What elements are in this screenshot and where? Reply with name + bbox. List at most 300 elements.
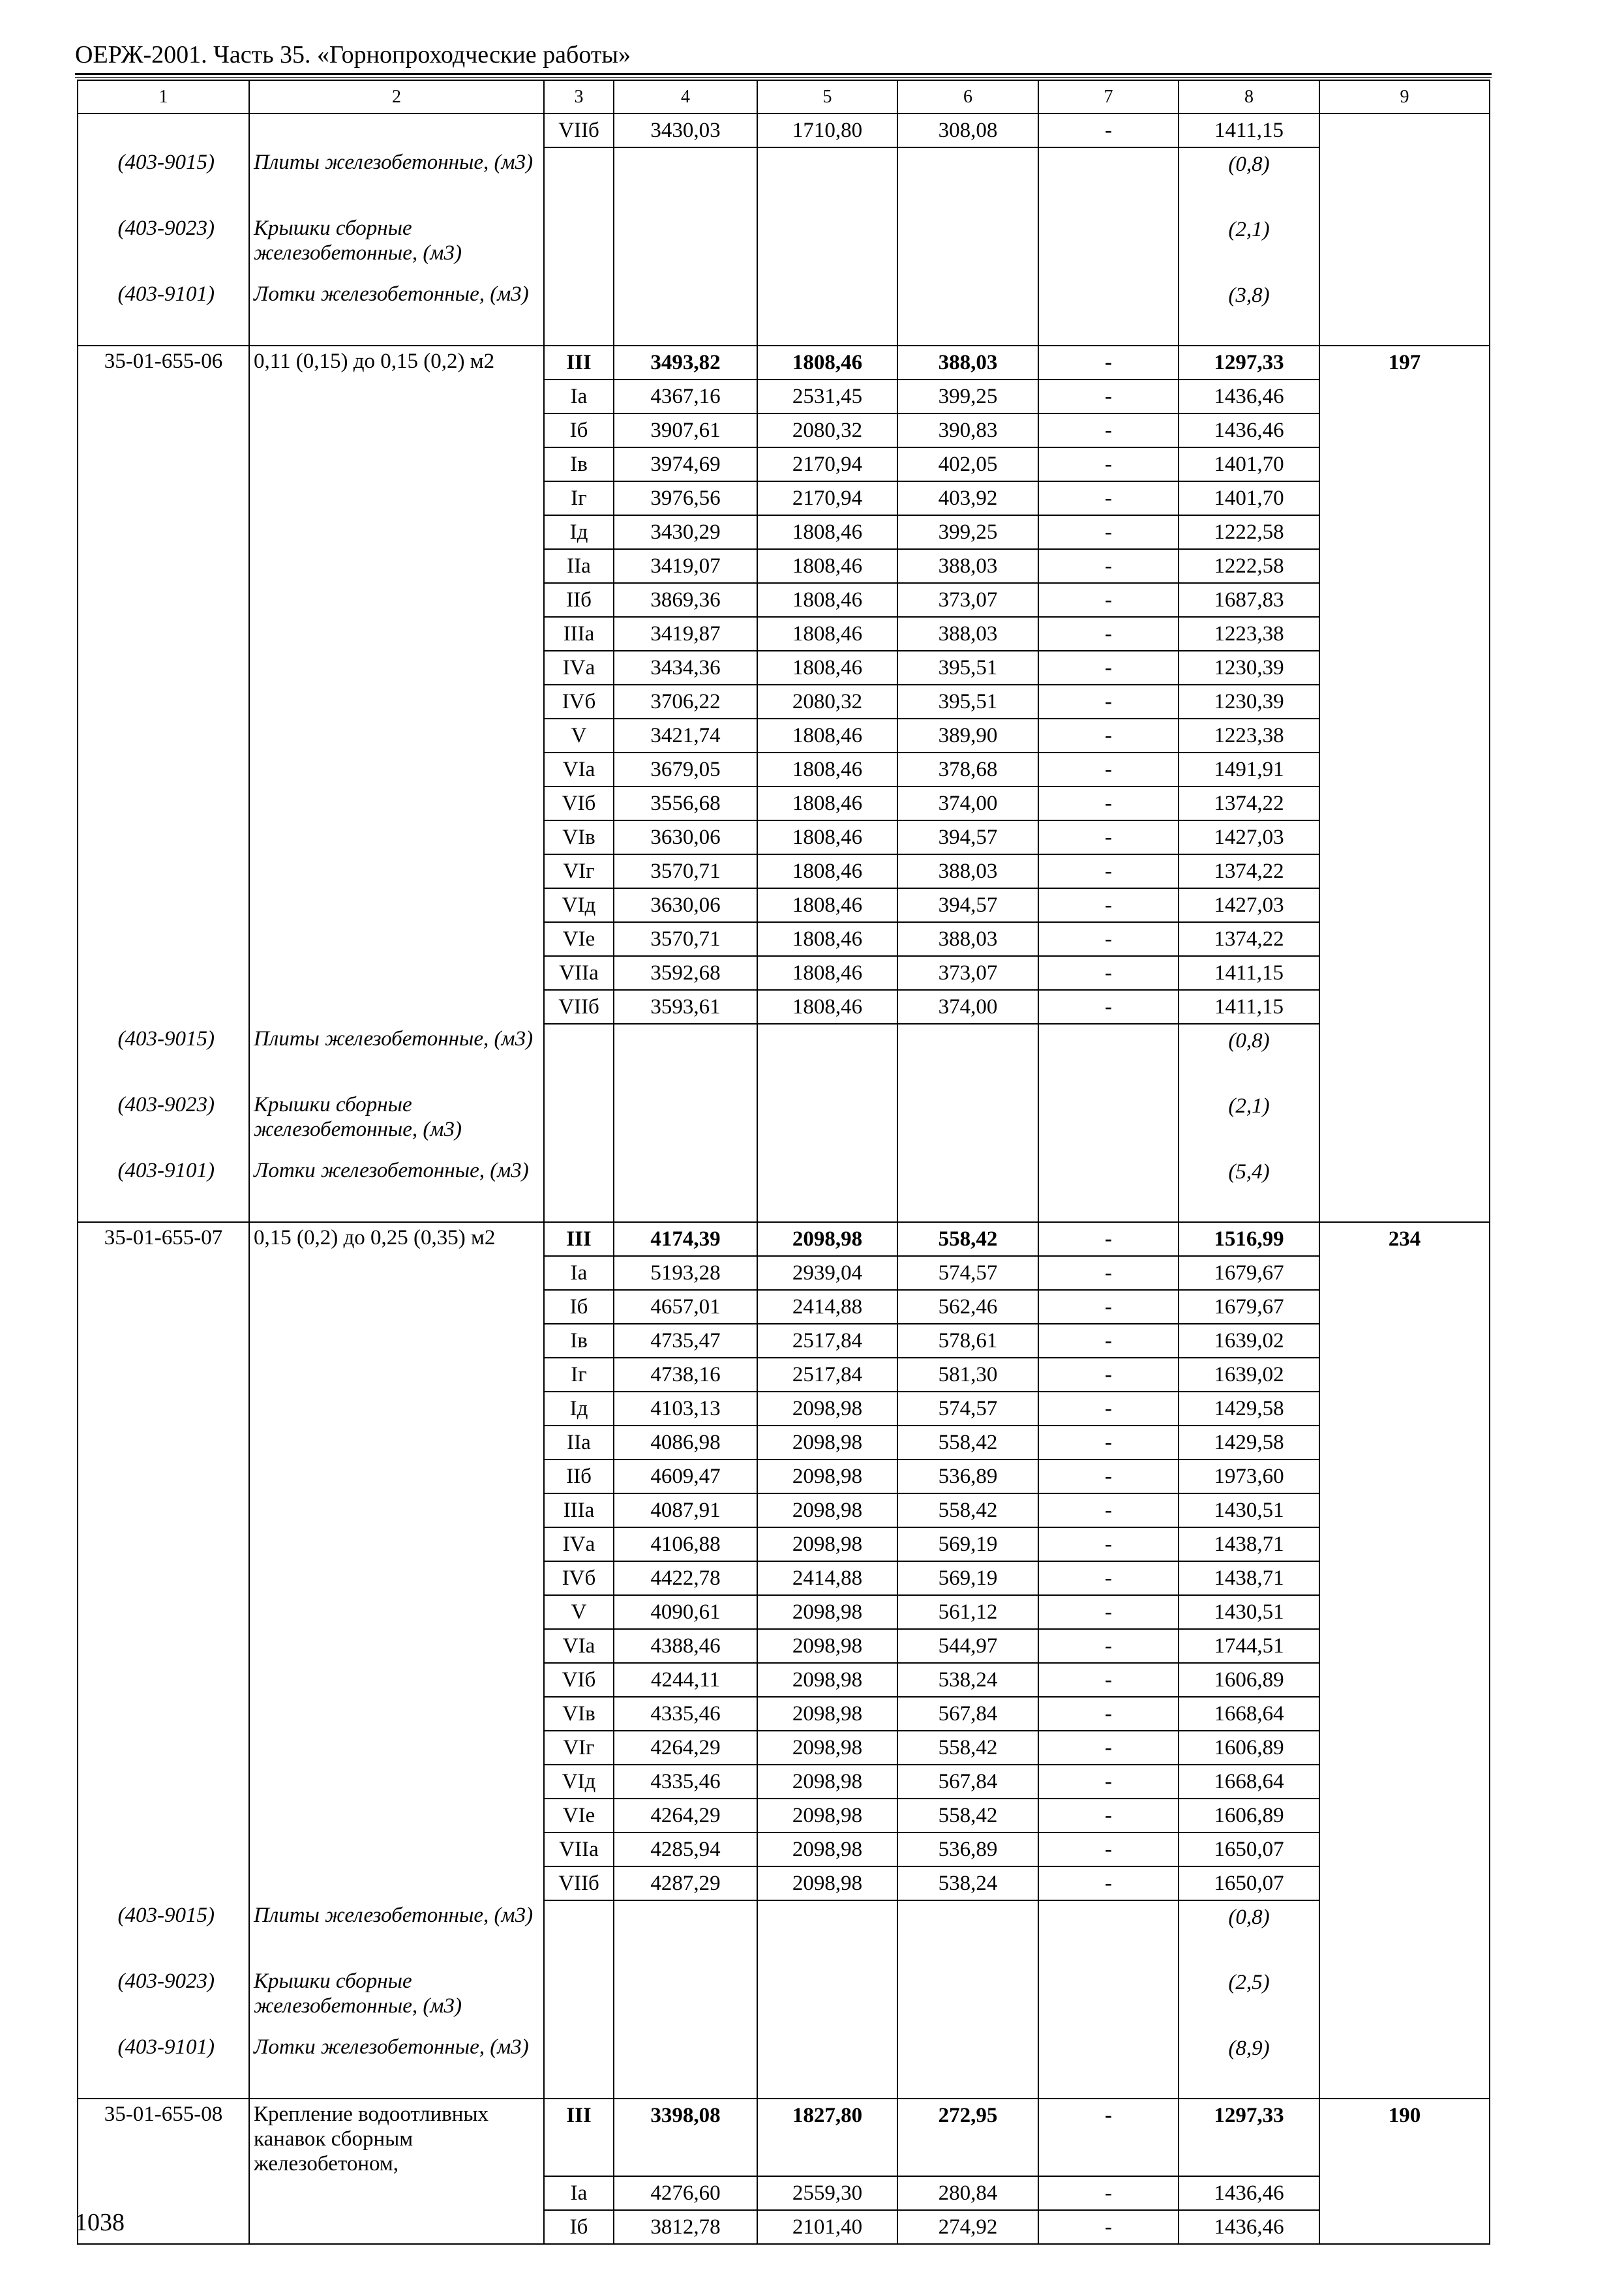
materials-cell: 1438,71 xyxy=(1179,1561,1319,1595)
zone-cell: IVа xyxy=(544,1527,614,1561)
total-cost-cell xyxy=(614,1156,757,1222)
materials-cell: 1606,89 xyxy=(1179,1731,1319,1765)
wages-cell: 1808,46 xyxy=(757,719,897,753)
code-cell xyxy=(78,1866,249,1900)
material-row xyxy=(78,1900,1490,1966)
materials-cell: (0,8) xyxy=(1179,1900,1319,1966)
machines-cell: 567,84 xyxy=(897,1765,1038,1799)
column-header: 4 xyxy=(614,80,757,113)
machines-cell xyxy=(897,147,1038,213)
machinist-wages-cell xyxy=(1038,1900,1179,1966)
description-cell xyxy=(249,413,544,447)
labor-cell: 234 xyxy=(1319,1222,1490,1256)
machines-cell: 378,68 xyxy=(897,753,1038,786)
table-row xyxy=(78,1833,1490,1866)
total-cost-cell: 4276,60 xyxy=(614,2176,757,2210)
zone-cell: III xyxy=(544,346,614,380)
materials-cell: 1491,91 xyxy=(1179,753,1319,786)
code-cell xyxy=(78,481,249,515)
description-cell xyxy=(249,820,544,854)
machines-cell: 395,51 xyxy=(897,685,1038,719)
machinist-wages-cell: - xyxy=(1038,1595,1179,1629)
description-cell xyxy=(249,515,544,549)
total-cost-cell: 4738,16 xyxy=(614,1358,757,1392)
table-row xyxy=(78,1731,1490,1765)
machines-cell: 536,89 xyxy=(897,1833,1038,1866)
machines-cell: 374,00 xyxy=(897,786,1038,820)
zone-cell: V xyxy=(544,719,614,753)
code-cell: 35-01-655-08 xyxy=(78,2099,249,2176)
zone-cell: Iд xyxy=(544,515,614,549)
machinist-wages-cell: - xyxy=(1038,719,1179,753)
wages-cell: 2559,30 xyxy=(757,2176,897,2210)
machines-cell xyxy=(897,1900,1038,1966)
wages-cell: 2098,98 xyxy=(757,1392,897,1426)
labor-cell xyxy=(1319,147,1490,213)
materials-cell: (0,8) xyxy=(1179,147,1319,213)
materials-cell: 1411,15 xyxy=(1179,113,1319,147)
zone-cell: VIг xyxy=(544,1731,614,1765)
total-cost-cell: 4103,13 xyxy=(614,1392,757,1426)
column-header: 3 xyxy=(544,80,614,113)
zone-cell: Iб xyxy=(544,2210,614,2244)
table-row xyxy=(78,113,1490,147)
zone-cell: IVб xyxy=(544,685,614,719)
description-cell xyxy=(249,1527,544,1561)
wages-cell: 2080,32 xyxy=(757,685,897,719)
table-row xyxy=(78,481,1490,515)
zone-cell: Iг xyxy=(544,481,614,515)
materials-cell: 1436,46 xyxy=(1179,380,1319,413)
labor-cell xyxy=(1319,685,1490,719)
code-cell xyxy=(78,113,249,147)
column-number-row xyxy=(78,80,1490,113)
code-cell: (403-9101) xyxy=(78,1156,249,1222)
wages-cell: 1808,46 xyxy=(757,820,897,854)
code-cell xyxy=(78,786,249,820)
wages-cell: 1808,46 xyxy=(757,583,897,617)
total-cost-cell: 4422,78 xyxy=(614,1561,757,1595)
description-cell: Лотки железобетонные, (м3) xyxy=(249,1156,544,1222)
labor-cell xyxy=(1319,1392,1490,1426)
machines-cell: 388,03 xyxy=(897,617,1038,651)
code-cell xyxy=(78,1731,249,1765)
zone-cell: VIд xyxy=(544,888,614,922)
description-cell: Лотки железобетонные, (м3) xyxy=(249,2032,544,2099)
materials-cell: 1679,67 xyxy=(1179,1290,1319,1324)
description-cell xyxy=(249,719,544,753)
description-cell xyxy=(249,922,544,956)
materials-cell: 1411,15 xyxy=(1179,956,1319,990)
machines-cell: 403,92 xyxy=(897,481,1038,515)
table-row xyxy=(78,1697,1490,1731)
total-cost-cell: 3430,29 xyxy=(614,515,757,549)
machines-cell xyxy=(897,279,1038,346)
table-row xyxy=(78,1426,1490,1459)
wages-cell: 2101,40 xyxy=(757,2210,897,2244)
code-cell xyxy=(78,1358,249,1392)
machinist-wages-cell: - xyxy=(1038,753,1179,786)
machines-cell: 558,42 xyxy=(897,1426,1038,1459)
labor-cell xyxy=(1319,990,1490,1024)
description-cell xyxy=(249,956,544,990)
zone-cell: V xyxy=(544,1595,614,1629)
table-row xyxy=(78,1561,1490,1595)
description-cell xyxy=(249,2210,544,2244)
table-row xyxy=(78,515,1490,549)
labor-cell xyxy=(1319,854,1490,888)
code-cell xyxy=(78,583,249,617)
zone-cell: IIа xyxy=(544,549,614,583)
materials-cell: 1430,51 xyxy=(1179,1595,1319,1629)
machinist-wages-cell: - xyxy=(1038,1493,1179,1527)
labor-cell xyxy=(1319,113,1490,147)
table-row xyxy=(78,1493,1490,1527)
labor-cell xyxy=(1319,786,1490,820)
table-row xyxy=(78,990,1490,1024)
labor-cell xyxy=(1319,1256,1490,1290)
material-row xyxy=(78,147,1490,213)
code-cell: 35-01-655-07 xyxy=(78,1222,249,1256)
labor-cell xyxy=(1319,413,1490,447)
wages-cell: 2098,98 xyxy=(757,1629,897,1663)
machinist-wages-cell: - xyxy=(1038,1629,1179,1663)
price-table xyxy=(77,80,1490,2245)
table-row xyxy=(78,1324,1490,1358)
labor-cell xyxy=(1319,1866,1490,1900)
material-row xyxy=(78,1966,1490,2032)
wages-cell: 2531,45 xyxy=(757,380,897,413)
wages-cell: 2517,84 xyxy=(757,1358,897,1392)
machines-cell: 561,12 xyxy=(897,1595,1038,1629)
wages-cell: 2098,98 xyxy=(757,1459,897,1493)
wages-cell: 2170,94 xyxy=(757,481,897,515)
zone-cell: Iб xyxy=(544,413,614,447)
table-row xyxy=(78,685,1490,719)
machines-cell: 388,03 xyxy=(897,922,1038,956)
total-cost-cell: 3592,68 xyxy=(614,956,757,990)
materials-cell: 1223,38 xyxy=(1179,617,1319,651)
machinist-wages-cell: - xyxy=(1038,413,1179,447)
code-cell xyxy=(78,820,249,854)
wages-cell: 2098,98 xyxy=(757,1493,897,1527)
total-cost-cell: 4335,46 xyxy=(614,1697,757,1731)
labor-cell xyxy=(1319,719,1490,753)
total-cost-cell: 3974,69 xyxy=(614,447,757,481)
labor-cell xyxy=(1319,549,1490,583)
wages-cell: 1808,46 xyxy=(757,549,897,583)
material-row xyxy=(78,2032,1490,2099)
materials-cell: 1436,46 xyxy=(1179,2210,1319,2244)
wages-cell: 2414,88 xyxy=(757,1290,897,1324)
table-row xyxy=(78,820,1490,854)
labor-cell xyxy=(1319,1629,1490,1663)
code-cell xyxy=(78,990,249,1024)
description-cell xyxy=(249,1866,544,1900)
table-row xyxy=(78,413,1490,447)
wages-cell: 1808,46 xyxy=(757,990,897,1024)
labor-cell xyxy=(1319,1900,1490,1966)
machinist-wages-cell: - xyxy=(1038,515,1179,549)
zone-cell: III xyxy=(544,1222,614,1256)
zone-cell xyxy=(544,1966,614,2032)
materials-cell: (2,1) xyxy=(1179,213,1319,279)
wages-cell: 2098,98 xyxy=(757,1697,897,1731)
machinist-wages-cell: - xyxy=(1038,2099,1179,2176)
machines-cell: 578,61 xyxy=(897,1324,1038,1358)
machinist-wages-cell: - xyxy=(1038,922,1179,956)
zone-cell: VIв xyxy=(544,1697,614,1731)
code-cell xyxy=(78,380,249,413)
table-row xyxy=(78,583,1490,617)
code-cell xyxy=(78,2176,249,2210)
zone-cell: Iг xyxy=(544,1358,614,1392)
total-cost-cell: 4086,98 xyxy=(614,1426,757,1459)
table-row xyxy=(78,854,1490,888)
wages-cell xyxy=(757,213,897,279)
total-cost-cell xyxy=(614,1900,757,1966)
machines-cell: 388,03 xyxy=(897,346,1038,380)
wages-cell xyxy=(757,147,897,213)
table-row xyxy=(78,2210,1490,2244)
materials-cell: 1401,70 xyxy=(1179,447,1319,481)
code-cell xyxy=(78,651,249,685)
labor-cell xyxy=(1319,1833,1490,1866)
description-cell xyxy=(249,854,544,888)
machines-cell: 389,90 xyxy=(897,719,1038,753)
labor-cell xyxy=(1319,1493,1490,1527)
machinist-wages-cell: - xyxy=(1038,1256,1179,1290)
total-cost-cell: 4090,61 xyxy=(614,1595,757,1629)
wages-cell: 2517,84 xyxy=(757,1324,897,1358)
machinist-wages-cell: - xyxy=(1038,1697,1179,1731)
total-cost-cell: 4244,11 xyxy=(614,1663,757,1697)
code-cell xyxy=(78,854,249,888)
machinist-wages-cell xyxy=(1038,279,1179,346)
wages-cell: 2170,94 xyxy=(757,447,897,481)
labor-cell xyxy=(1319,617,1490,651)
column-header: 1 xyxy=(78,80,249,113)
wages-cell: 2098,98 xyxy=(757,1731,897,1765)
table-row xyxy=(78,1765,1490,1799)
labor-cell xyxy=(1319,1156,1490,1222)
machinist-wages-cell: - xyxy=(1038,685,1179,719)
description-cell: 0,11 (0,15) до 0,15 (0,2) м2 xyxy=(249,346,544,380)
code-cell xyxy=(78,1833,249,1866)
machinist-wages-cell: - xyxy=(1038,651,1179,685)
zone-cell: Iв xyxy=(544,447,614,481)
wages-cell: 2098,98 xyxy=(757,1426,897,1459)
zone-cell xyxy=(544,2032,614,2099)
machines-cell: 562,46 xyxy=(897,1290,1038,1324)
table-row xyxy=(78,753,1490,786)
table-row xyxy=(78,549,1490,583)
code-cell xyxy=(78,956,249,990)
code-cell xyxy=(78,1561,249,1595)
zone-cell: Iб xyxy=(544,1290,614,1324)
labor-cell xyxy=(1319,2176,1490,2210)
zone-cell: VIIб xyxy=(544,990,614,1024)
code-cell xyxy=(78,1426,249,1459)
machines-cell xyxy=(897,1024,1038,1090)
code-cell: (403-9015) xyxy=(78,1024,249,1090)
description-cell xyxy=(249,617,544,651)
wages-cell: 2414,88 xyxy=(757,1561,897,1595)
materials-cell: 1668,64 xyxy=(1179,1697,1319,1731)
materials-cell: 1429,58 xyxy=(1179,1392,1319,1426)
materials-cell: 1639,02 xyxy=(1179,1358,1319,1392)
code-cell xyxy=(78,1799,249,1833)
wages-cell: 2098,98 xyxy=(757,1833,897,1866)
total-cost-cell: 3869,36 xyxy=(614,583,757,617)
materials-cell: 1427,03 xyxy=(1179,888,1319,922)
zone-cell: III xyxy=(544,2099,614,2176)
machinist-wages-cell: - xyxy=(1038,1866,1179,1900)
materials-cell: 1222,58 xyxy=(1179,515,1319,549)
materials-cell: 1297,33 xyxy=(1179,2099,1319,2176)
column-header: 2 xyxy=(249,80,544,113)
machines-cell: 373,07 xyxy=(897,583,1038,617)
total-cost-cell: 4287,29 xyxy=(614,1866,757,1900)
column-header: 9 xyxy=(1319,80,1490,113)
machinist-wages-cell xyxy=(1038,213,1179,279)
total-cost-cell: 4174,39 xyxy=(614,1222,757,1256)
zone-cell: IIб xyxy=(544,1459,614,1493)
wages-cell: 1808,46 xyxy=(757,956,897,990)
labor-cell xyxy=(1319,651,1490,685)
code-cell xyxy=(78,515,249,549)
total-cost-cell xyxy=(614,279,757,346)
wages-cell: 2098,98 xyxy=(757,1663,897,1697)
description-cell xyxy=(249,380,544,413)
description-cell: 0,15 (0,2) до 0,25 (0,35) м2 xyxy=(249,1222,544,1256)
machines-cell xyxy=(897,2032,1038,2099)
page-number: 1038 xyxy=(75,2209,125,2236)
total-cost-cell: 4264,29 xyxy=(614,1731,757,1765)
total-cost-cell: 4335,46 xyxy=(614,1765,757,1799)
table-row xyxy=(78,380,1490,413)
machinist-wages-cell xyxy=(1038,147,1179,213)
wages-cell: 2098,98 xyxy=(757,1866,897,1900)
code-cell xyxy=(78,922,249,956)
machines-cell xyxy=(897,213,1038,279)
wages-cell: 1808,46 xyxy=(757,346,897,380)
table-row xyxy=(78,651,1490,685)
description-cell xyxy=(249,786,544,820)
materials-cell: 1438,71 xyxy=(1179,1527,1319,1561)
machinist-wages-cell: - xyxy=(1038,1290,1179,1324)
wages-cell xyxy=(757,1024,897,1090)
machinist-wages-cell xyxy=(1038,1090,1179,1156)
machinist-wages-cell: - xyxy=(1038,380,1179,413)
table-row xyxy=(78,1459,1490,1493)
total-cost-cell: 3976,56 xyxy=(614,481,757,515)
labor-cell xyxy=(1319,1090,1490,1156)
zone-cell: IIIа xyxy=(544,1493,614,1527)
zone-cell: Iд xyxy=(544,1392,614,1426)
table-row xyxy=(78,922,1490,956)
description-cell xyxy=(249,1731,544,1765)
machinist-wages-cell: - xyxy=(1038,113,1179,147)
wages-cell: 2080,32 xyxy=(757,413,897,447)
machinist-wages-cell: - xyxy=(1038,1358,1179,1392)
machines-cell: 399,25 xyxy=(897,380,1038,413)
materials-cell: (2,1) xyxy=(1179,1090,1319,1156)
header-rule xyxy=(75,73,1492,75)
description-cell xyxy=(249,1629,544,1663)
machinist-wages-cell: - xyxy=(1038,447,1179,481)
column-header: 6 xyxy=(897,80,1038,113)
total-cost-cell: 4388,46 xyxy=(614,1629,757,1663)
zone-cell xyxy=(544,1024,614,1090)
zone-cell xyxy=(544,1156,614,1222)
wages-cell: 2098,98 xyxy=(757,1799,897,1833)
materials-cell: 1401,70 xyxy=(1179,481,1319,515)
wages-cell: 1808,46 xyxy=(757,888,897,922)
machinist-wages-cell: - xyxy=(1038,2176,1179,2210)
page-header: ОЕРЖ-2001. Часть 35. «Горнопроходческие работы» xyxy=(75,41,631,68)
table-row xyxy=(78,1392,1490,1426)
machinist-wages-cell: - xyxy=(1038,1799,1179,1833)
materials-cell: (0,8) xyxy=(1179,1024,1319,1090)
code-cell xyxy=(78,1459,249,1493)
machinist-wages-cell: - xyxy=(1038,1527,1179,1561)
wages-cell xyxy=(757,2032,897,2099)
total-cost-cell: 3679,05 xyxy=(614,753,757,786)
zone-cell: IVб xyxy=(544,1561,614,1595)
machinist-wages-cell: - xyxy=(1038,956,1179,990)
column-header: 8 xyxy=(1179,80,1319,113)
machinist-wages-cell xyxy=(1038,1966,1179,2032)
labor-cell xyxy=(1319,922,1490,956)
total-cost-cell: 3419,87 xyxy=(614,617,757,651)
description-cell xyxy=(249,113,544,147)
zone-cell: Iа xyxy=(544,380,614,413)
materials-cell: 1973,60 xyxy=(1179,1459,1319,1493)
code-cell xyxy=(78,413,249,447)
zone-cell: IIIа xyxy=(544,617,614,651)
materials-cell: 1411,15 xyxy=(1179,990,1319,1024)
total-cost-cell: 3593,61 xyxy=(614,990,757,1024)
total-cost-cell: 4735,47 xyxy=(614,1324,757,1358)
code-cell: (403-9015) xyxy=(78,147,249,213)
column-header: 7 xyxy=(1038,80,1179,113)
machinist-wages-cell: - xyxy=(1038,2210,1179,2244)
machines-cell xyxy=(897,1156,1038,1222)
machines-cell: 558,42 xyxy=(897,1799,1038,1833)
description-cell xyxy=(249,685,544,719)
description-cell: Плиты железобетонные, (м3) xyxy=(249,1024,544,1090)
total-cost-cell: 3706,22 xyxy=(614,685,757,719)
table-row xyxy=(78,1799,1490,1833)
machinist-wages-cell: - xyxy=(1038,583,1179,617)
code-cell xyxy=(78,1697,249,1731)
zone-cell xyxy=(544,213,614,279)
total-cost-cell: 4264,29 xyxy=(614,1799,757,1833)
description-cell xyxy=(249,990,544,1024)
code-cell xyxy=(78,1765,249,1799)
description-cell xyxy=(249,1358,544,1392)
materials-cell: 1744,51 xyxy=(1179,1629,1319,1663)
description-cell xyxy=(249,1392,544,1426)
labor-cell xyxy=(1319,1426,1490,1459)
machinist-wages-cell: - xyxy=(1038,990,1179,1024)
code-cell xyxy=(78,447,249,481)
material-row xyxy=(78,279,1490,346)
materials-cell: 1230,39 xyxy=(1179,651,1319,685)
description-cell xyxy=(249,1663,544,1697)
zone-cell: VIд xyxy=(544,1765,614,1799)
